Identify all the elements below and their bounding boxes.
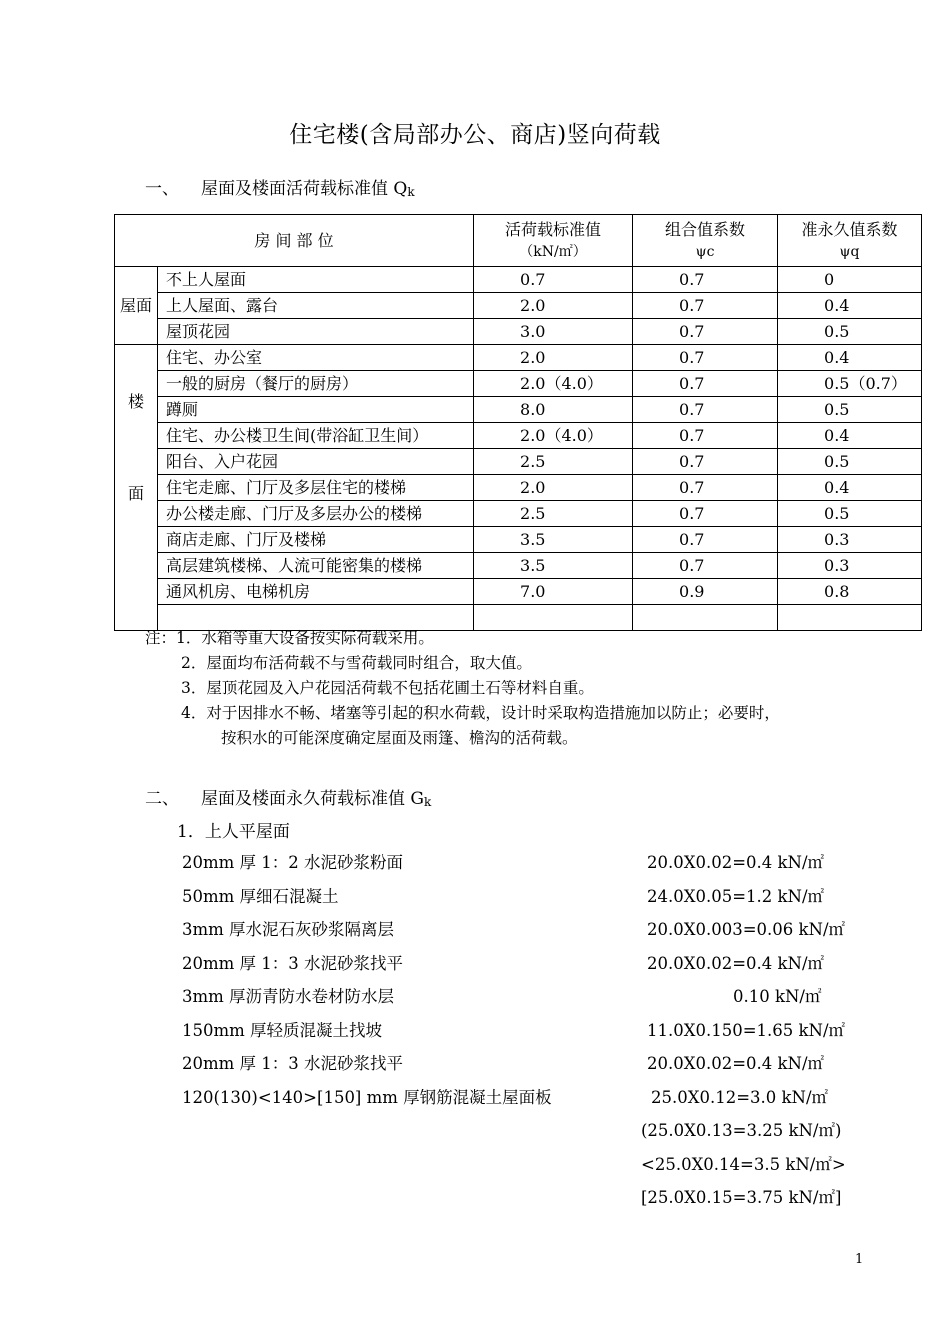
floor-group-label-top: 楼: [127, 391, 144, 411]
table-row: [115, 345, 922, 371]
quasi-coef-cell: 0.5: [778, 319, 922, 345]
header-live-load-unit: （kN/㎡）: [519, 243, 587, 260]
room-name-cell: 一般的厨房（餐厅的厨房）: [158, 371, 474, 397]
subsection-heading: 1．上人平屋面: [177, 822, 290, 842]
layer-label: 20mm 厚 1：3 水泥砂浆找平: [182, 1054, 404, 1073]
table-row: [115, 501, 922, 527]
list-item: [182, 983, 882, 1013]
table-header-row: [115, 215, 922, 267]
layer-calc: (25.0X0.13=3.25 kN/㎡): [641, 1121, 842, 1140]
layer-label: 50mm 厚细石混凝土: [182, 886, 339, 906]
live-load-cell: 2.0: [474, 345, 633, 371]
room-name-cell: 住宅、办公室: [158, 345, 474, 371]
quasi-coef-cell: 0.5（0.7）: [778, 371, 922, 397]
layer-label: 20mm 厚 1：2 水泥砂浆粉面: [182, 853, 404, 872]
list-item: [182, 1084, 882, 1114]
live-load-cell: 3.5: [474, 527, 633, 553]
live-load-cell: 2.5: [474, 449, 633, 475]
room-name-cell: 商店走廊、门厅及楼梯: [158, 527, 474, 553]
note-2: 2．屋面均布活荷载不与雪荷载同时组合，取大值。: [181, 654, 532, 672]
header-live-load: [474, 215, 633, 267]
section-text: 屋面及楼面永久荷载标准值 G: [201, 789, 424, 809]
section-number: 一、: [145, 179, 179, 199]
quasi-coef-cell: 0.4: [778, 423, 922, 449]
combo-coef-cell: 0.7: [633, 293, 778, 319]
section-number: 二、: [145, 789, 179, 809]
room-name-cell: 办公楼走廊、门厅及多层办公的楼梯: [158, 501, 474, 527]
room-name-cell: 蹲厕: [158, 397, 474, 423]
list-item: [182, 916, 882, 946]
layer-calc: <25.0X0.14=3.5 kN/㎡>: [641, 1154, 846, 1174]
header-quasi-label: 准永久值系数: [801, 219, 898, 239]
live-load-cell: 2.0: [474, 293, 633, 319]
live-load-cell: 2.0: [474, 475, 633, 501]
table-row: [115, 553, 922, 579]
quasi-coef-cell: 0.3: [778, 527, 922, 553]
table-row: [115, 423, 922, 449]
quasi-coef-cell: 0.4: [778, 293, 922, 319]
live-load-cell: 3.0: [474, 319, 633, 345]
live-load-cell: 7.0: [474, 579, 633, 605]
note-4: 4．对于因排水不畅、堵塞等引起的积水荷载，设计时采取构造措施加以防止；必要时，: [181, 704, 780, 722]
room-name-cell: 住宅走廊、门厅及多层住宅的楼梯: [158, 475, 474, 501]
page-title: 住宅楼(含局部办公、商店)竖向荷载: [289, 122, 661, 148]
list-item: [182, 950, 882, 980]
list-item: [182, 1151, 882, 1181]
room-name-cell: 不上人屋面: [158, 267, 474, 293]
layer-calc: 20.0X0.02=0.4 kN/㎡: [647, 853, 825, 872]
live-load-cell: 3.5: [474, 553, 633, 579]
combo-coef-cell: 0.7: [633, 475, 778, 501]
table-row: [115, 579, 922, 605]
combo-coef-cell: 0.7: [633, 319, 778, 345]
table-row: [115, 397, 922, 423]
combo-coef-cell: 0.7: [633, 397, 778, 423]
table-row: [115, 319, 922, 345]
table-row: [115, 267, 922, 293]
layer-calc: 0.10 kN/㎡: [733, 987, 822, 1006]
section-text: 屋面及楼面活荷载标准值 Q: [201, 179, 408, 199]
combo-coef-cell: 0.7: [633, 345, 778, 371]
combo-coef-cell: 0.9: [633, 579, 778, 605]
notes-block: [145, 626, 925, 751]
quasi-coef-cell: 0.8: [778, 579, 922, 605]
header-live-load-label: 活荷载标准值: [505, 219, 602, 239]
roof-group-label: 屋面: [115, 267, 158, 345]
list-item: [182, 849, 882, 879]
quasi-coef-cell: 0: [778, 267, 922, 293]
quasi-coef-cell: 0.5: [778, 501, 922, 527]
layer-calc: 20.0X0.003=0.06 kN/㎡: [647, 920, 846, 939]
table-row: [115, 293, 922, 319]
live-load-cell: 2.5: [474, 501, 633, 527]
combo-coef-cell: 0.7: [633, 553, 778, 579]
live-load-cell: 2.0（4.0）: [474, 423, 633, 449]
section-heading-dead-load: [145, 784, 431, 809]
room-name-cell: 阳台、入户花园: [158, 449, 474, 475]
table-row: [115, 371, 922, 397]
live-load-cell: 8.0: [474, 397, 633, 423]
layer-calc: 20.0X0.02=0.4 kN/㎡: [647, 1054, 825, 1073]
layer-label: 3mm 厚水泥石灰砂浆隔离层: [182, 920, 395, 939]
layer-calc: [25.0X0.15=3.75 kN/㎡]: [641, 1188, 842, 1207]
list-item: [182, 1117, 882, 1147]
layer-calc: 20.0X0.02=0.4 kN/㎡: [647, 953, 825, 973]
header-combo-label: 组合值系数: [665, 219, 746, 239]
table-row: [115, 449, 922, 475]
quasi-coef-cell: 0.4: [778, 475, 922, 501]
section-subscript: k: [423, 795, 432, 809]
note-4-continued: 按积水的可能深度确定屋面及雨篷、檐沟的活荷载。: [221, 729, 578, 747]
room-name-cell: 通风机房、电梯机房: [158, 579, 474, 605]
floor-group-label: [115, 345, 158, 631]
combo-coef-cell: 0.7: [633, 501, 778, 527]
header-combo: [633, 215, 778, 267]
quasi-coef-cell: 0.3: [778, 553, 922, 579]
layer-calc: 24.0X0.05=1.2 kN/㎡: [647, 886, 825, 906]
note-1: 注：1．水箱等重大设备按实际荷载采用。: [145, 629, 434, 647]
list-item: [182, 1017, 882, 1047]
page-number: 1: [855, 1252, 864, 1267]
room-name-cell: 上人屋面、露台: [158, 293, 474, 319]
header-room: 房 间 部 位: [115, 215, 474, 267]
list-item: [182, 1050, 882, 1080]
list-item: [182, 883, 882, 913]
table-row: [115, 475, 922, 501]
section-heading-live-load: [145, 174, 415, 199]
layer-calc: 25.0X0.12=3.0 kN/㎡: [651, 1087, 829, 1107]
quasi-coef-cell: 0.4: [778, 345, 922, 371]
combo-coef-cell: 0.7: [633, 527, 778, 553]
layer-label: 120(130)<140>[150] mm 厚钢筋混凝土屋面板: [182, 1087, 552, 1107]
combo-coef-cell: 0.7: [633, 449, 778, 475]
floor-group-label-bottom: 面: [127, 483, 144, 503]
layer-calc: 11.0X0.150=1.65 kN/㎡: [647, 1020, 846, 1040]
table-row: [115, 527, 922, 553]
live-load-cell: 0.7: [474, 267, 633, 293]
layer-label: 20mm 厚 1：3 水泥砂浆找平: [182, 953, 404, 973]
header-quasi-symbol: ψq: [839, 243, 860, 260]
combo-coef-cell: 0.7: [633, 267, 778, 293]
quasi-coef-cell: 0.5: [778, 397, 922, 423]
room-name-cell: 住宅、办公楼卫生间(带浴缸卫生间）: [158, 423, 474, 449]
room-name-cell: 屋顶花园: [158, 319, 474, 345]
layer-label: 3mm 厚沥青防水卷材防水层: [182, 987, 395, 1006]
layer-label: 150mm 厚轻质混凝土找坡: [182, 1020, 383, 1040]
note-3: 3．屋顶花园及入户花园活荷载不包括花圃土石等材料自重。: [181, 679, 594, 697]
live-load-cell: 2.0（4.0）: [474, 371, 633, 397]
live-load-table: [114, 214, 922, 631]
combo-coef-cell: 0.7: [633, 423, 778, 449]
combo-coef-cell: 0.7: [633, 371, 778, 397]
section-subscript: k: [407, 185, 415, 199]
room-name-cell: 高层建筑楼梯、人流可能密集的楼梯: [158, 553, 474, 579]
header-combo-symbol: ψc: [695, 243, 715, 260]
list-item: [182, 1184, 882, 1214]
quasi-coef-cell: 0.5: [778, 449, 922, 475]
header-quasi: [778, 215, 922, 267]
